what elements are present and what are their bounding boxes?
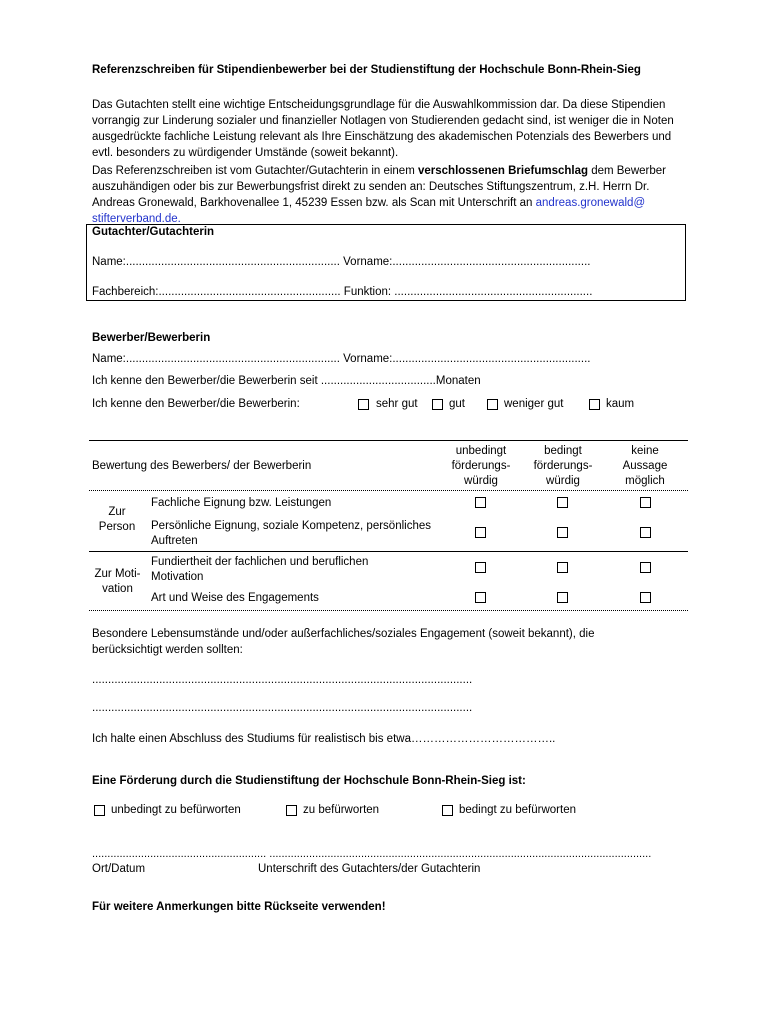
checkbox-row3-bedingt[interactable] [557,562,568,573]
circumstances-line-2[interactable]: ....................................................................................................................... [92,702,473,714]
checkbox-row2-keine[interactable] [640,527,651,538]
group-person-label: Zur Person [98,506,136,533]
col-unbedingt: unbedingt förderungs-würdig [451,445,511,487]
checkbox-row4-keine[interactable] [640,592,651,603]
checkbox-gut[interactable] [432,399,443,410]
signature-label: Unterschrift des Gutachters/der Gutachterin [258,863,481,875]
reviewer-name-field[interactable]: Name:................................................................... Vorname:.............................................................. [92,256,591,268]
row-persoenliche-eignung: Persönliche Eignung, soziale Kompetenz, persönliches Auftreten [151,520,431,547]
row-fachliche-eignung: Fachliche Eignung bzw. Leistungen [151,497,332,509]
checkbox-row2-unbedingt[interactable] [475,527,486,538]
reviewer-department-field[interactable]: Fachbereich:......................................................... Funktion: .............................................................. [92,286,593,298]
document-title: Referenzschreiben für Stipendienbewerber bei der Studienstiftung der Hochschule Bonn-Rhein-Sieg [92,64,641,76]
table-top-rule [89,440,688,441]
email-link[interactable]: andreas.gronewald@ stifterverband.de. [92,197,646,225]
option-weniger-gut-label: weniger gut [504,398,564,410]
checkbox-bedingt-befuerworten[interactable] [442,805,453,816]
know-level-label: Ich kenne den Bewerber/die Bewerberin: [92,398,300,410]
sealed-envelope-text: verschlossenen Briefumschlag [417,165,588,177]
sending-text-2: dem Bewerber auszuhändigen oder bis zur Bewerbungsfrist direkt zu senden an: Deutsches Stiftungszentrum, z.H. Herrn Dr. Andreas Gronewald, Barkhovenallee 1, 45239 Essen bzw. als Scan mit Unterschrift an [92,165,666,209]
rating-header-label: Bewertung des Bewerbers/ der Bewerberin [92,460,312,472]
checkbox-row1-unbedingt[interactable] [475,497,486,508]
checkbox-sehr-gut[interactable] [358,399,369,410]
checkbox-row4-bedingt[interactable] [557,592,568,603]
known-since-field[interactable]: Ich kenne den Bewerber/die Bewerberin seit ....................................Monaten [92,375,481,387]
option-gut-label: gut [449,398,465,410]
footer-note: Für weitere Anmerkungen bitte Rückseite verwenden! [92,901,386,913]
place-date-label: Ort/Datum [92,863,146,875]
group-motivation-label: Zur Moti-vation [94,568,141,595]
reviewer-heading: Gutachter/Gutachterin [92,226,215,238]
col-bedingt: bedingt förderungs-würdig [533,445,593,487]
circumstances-line-1[interactable]: ....................................................................................................................... [92,674,473,686]
row-fundiertheit: Fundiertheit der fachlichen und beruflichen Motivation [151,556,369,583]
option-unbedingt-befuerworten: unbedingt zu befürworten [111,804,241,816]
circumstances-text: Besondere Lebensumstände und/oder außerfachliches/soziales Engagement (soweit bekannt), die berücksichtigt werden sollten: [92,628,595,656]
col-keine-aussage: keine Aussage möglich [622,445,668,487]
checkbox-row1-bedingt[interactable] [557,497,568,508]
checkbox-unbedingt-befuerworten[interactable] [94,805,105,816]
option-bedingt-befuerworten: bedingt zu befürworten [459,804,576,816]
option-sehr-gut-label: sehr gut [376,398,418,410]
checkbox-row3-unbedingt[interactable] [475,562,486,573]
table-header-rule [89,490,688,491]
applicant-heading: Bewerber/Bewerberin [92,332,211,344]
applicant-name-field[interactable]: Name:................................................................... Vorname:.............................................................. [92,353,591,365]
table-bottom-rule [89,610,688,611]
option-kaum-label: kaum [606,398,635,410]
checkbox-kaum[interactable] [589,399,600,410]
intro-paragraph: Das Gutachten stellt eine wichtige Entscheidungsgrundlage für die Auswahlkommission dar. Da diese Stipendien vorrangig zur Linderung sozialer und finanzieller Notlagen von Studierenden gedacht sind, ist weniger die in Noten ausgedrückte fachliche Leistung relevant als Ihre Einschätzung des akademischen Potenzials des Bewerbers und evtl. besonders zu würdigender Umstände (soweit bekannt). [92,99,674,159]
recommendation-heading: Eine Förderung durch die Studienstiftung der Hochschule Bonn-Rhein-Sieg ist: [92,775,526,787]
option-befuerworten: zu befürworten [303,804,380,816]
checkbox-row3-keine[interactable] [640,562,651,573]
sending-text-1: Das Referenzschreiben ist vom Gutachter/Gutachterin in einem [92,165,418,177]
sending-instructions [92,163,692,227]
checkbox-row4-unbedingt[interactable] [475,592,486,603]
checkbox-row1-keine[interactable] [640,497,651,508]
checkbox-befuerworten[interactable] [286,805,297,816]
row-engagement: Art und Weise des Engagements [151,592,319,604]
table-group-divider [89,551,688,552]
checkbox-row2-bedingt[interactable] [557,527,568,538]
signature-dots[interactable]: ......................................................... ............................................................................................................................. [92,848,652,860]
checkbox-weniger-gut[interactable] [487,399,498,410]
graduation-estimate-field[interactable]: Ich halte einen Abschluss des Studiums für realistisch bis etwa……………………………….. [92,733,556,745]
